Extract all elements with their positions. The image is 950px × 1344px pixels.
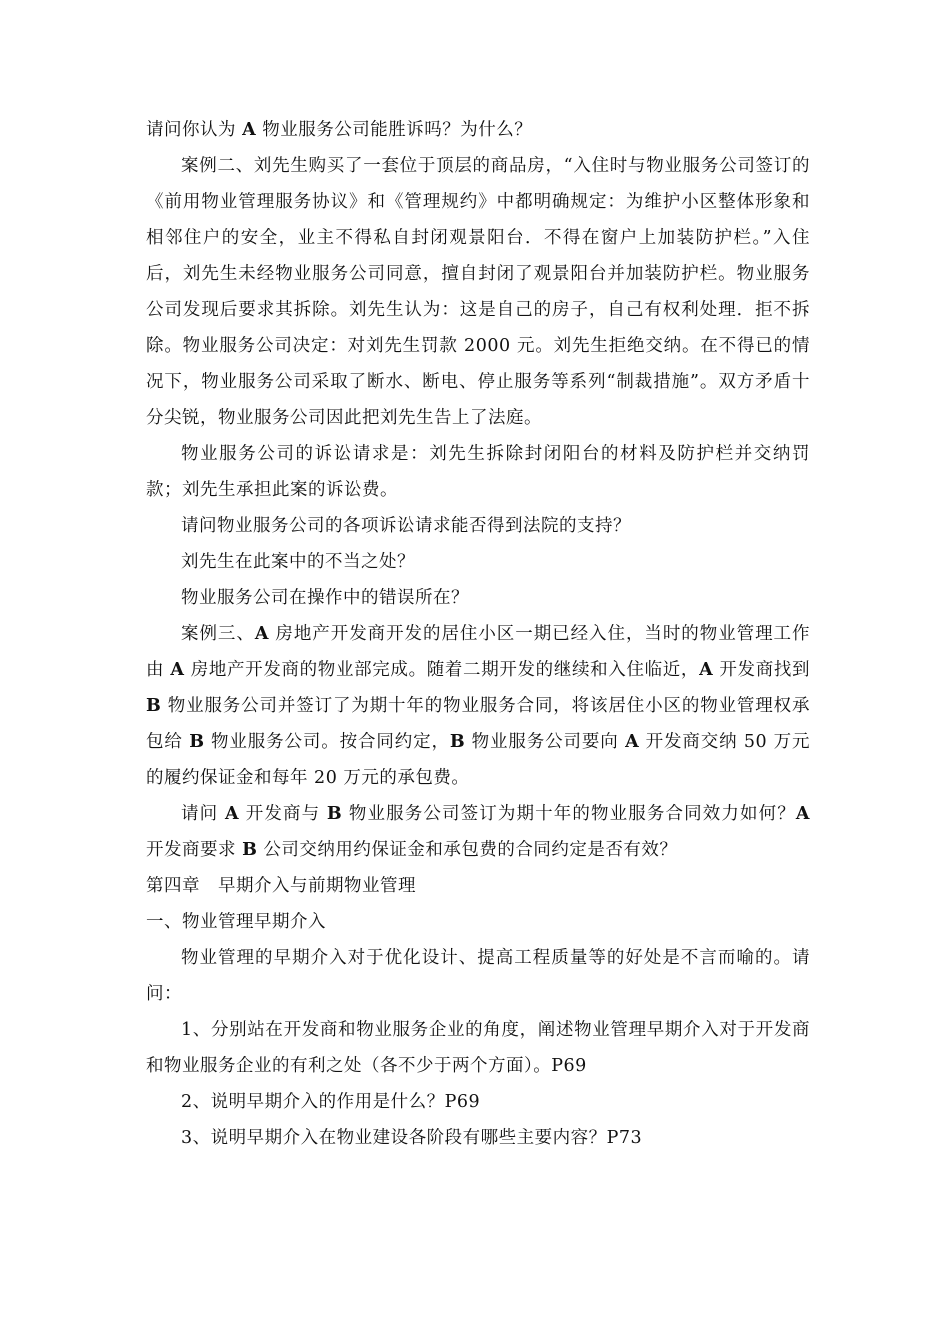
paragraph-case3-question: 请问 A 开发商与 B 物业服务公司签订为期十年的物业服务合同效力如何？A 开发商要求 B 公司交纳用约保证金和承包费的合同约定是否有效？ [146,804,810,860]
paragraph-case3: 案例三、A 房地产开发商开发的居住小区一期已经入住，当时的物业管理工作由 A 房地产开发商的物业部完成。随着二期开发的继续和入住临近，A 开发商找到 B 物业服务公司并签订了为期十年的物业服务合同，将该居住小区的物业管理权承包给 B 物业服务公司。按合同约定，B 物业服务公司要向 A 开发商交纳 50 万元的履约保证金和每年 20 万元的承包费。 [146,624,811,788]
paragraph-case2-claim: 物业服务公司的诉讼请求是：刘先生拆除封闭阳台的材料及防护栏并交纳罚款；刘先生承担此案的诉讼费。 [146,444,810,500]
list-item-2: 2、说明早期介入的作用是什么？P69 [181,1092,481,1112]
paragraph-case2-question-b: 刘先生在此案中的不当之处？ [181,552,415,572]
section-heading: 一、物业管理早期介入 [146,912,326,932]
paragraph-case2: 案例二、刘先生购买了一套位于顶层的商品房，“入住时与物业服务公司签订的《前用物业管理服务协议》和《管理规约》中都明确规定：为维护小区整体形象和相邻住户的安全，业主不得私自封闭观景阳台．不得在窗户上加装防护栏。”入住后，刘先生未经物业服务公司同意，擅自封闭了观景阳台并加装防护栏。物业服务公司发现后要求其拆除。刘先生认为：这是自己的房子，自己有权利处理．拒不拆除。物业服务公司决定：对刘先生罚款 2000 元。刘先生拒绝交纳。在不得已的情况下，物业服务公司采取了断水、断电、停止服务等系列“制裁措施”。双方矛盾十分尖锐，物业服务公司因此把刘先生告上了法庭。 [146,156,810,428]
paragraph-case2-question-c: 物业服务公司在操作中的错误所在？ [181,588,469,608]
chapter-heading: 第四章 早期介入与前期物业管理 [146,876,416,896]
paragraph-question-case1: 请问你认为 A 物业服务公司能胜诉吗？为什么？ [146,120,533,140]
document-body [146,112,810,1156]
paragraph-case2-question-a: 请问物业服务公司的各项诉讼请求能否得到法院的支持？ [181,516,631,536]
list-item-1: 1、分别站在开发商和物业服务企业的角度，阐述物业管理早期介入对于开发商和物业服务企业的有利之处（各不少于两个方面）。P69 [146,1020,810,1076]
list-item-3: 3、说明早期介入在物业建设各阶段有哪些主要内容？P73 [181,1128,643,1148]
paragraph-intro: 物业管理的早期介入对于优化设计、提高工程质量等的好处是不言而喻的。请问： [146,948,810,1004]
